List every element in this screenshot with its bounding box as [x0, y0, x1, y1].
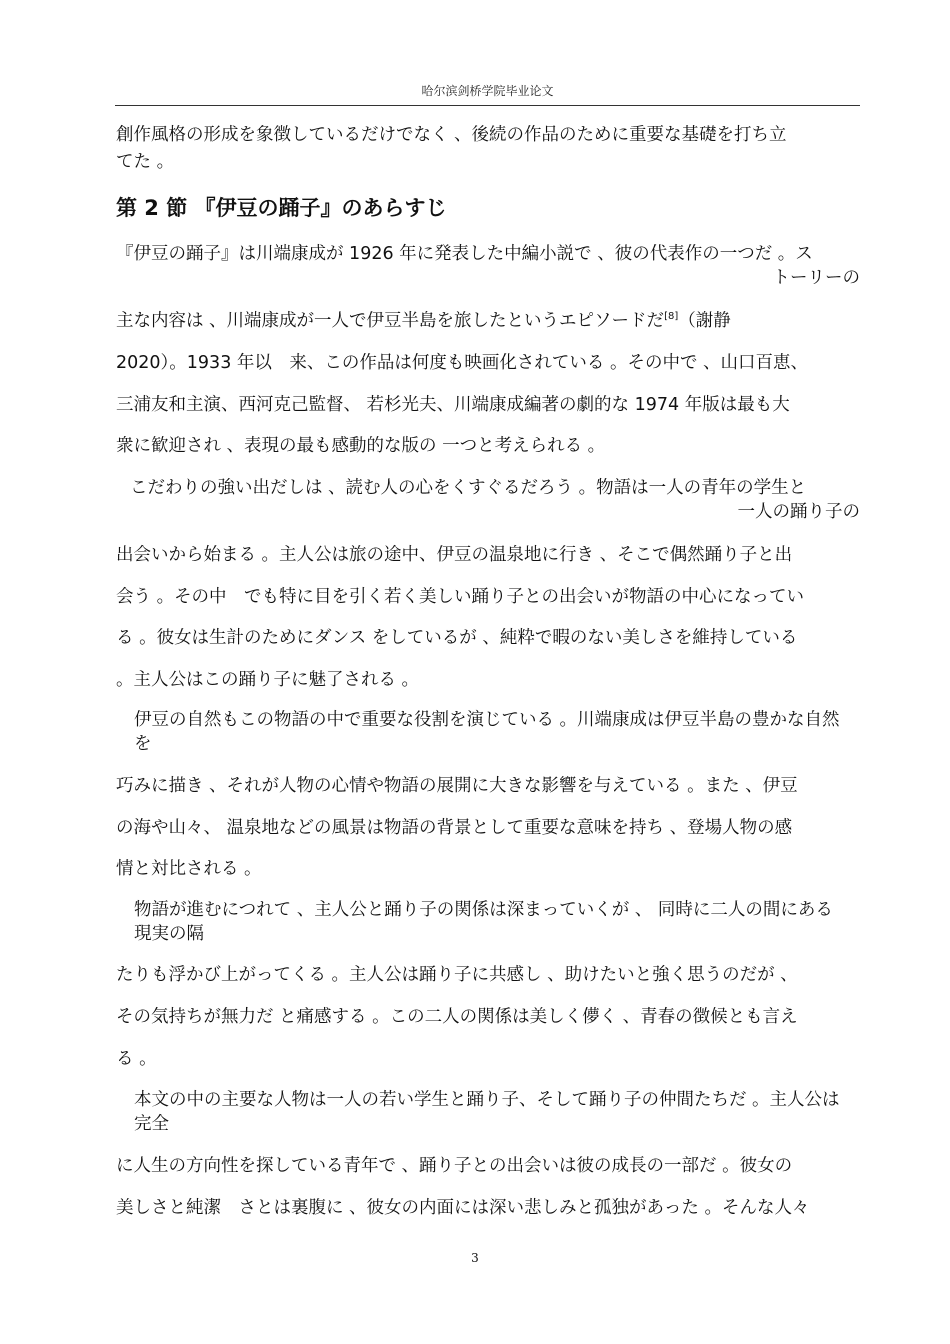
body-line-with-citation: [116, 310, 860, 332]
page-number: 3: [471, 1251, 479, 1265]
body-line: 会う 。その中 でも特に目を引く若く美しい踊り子との出会いが物語の中心になってい: [116, 587, 805, 607]
body-line: の海や山々、 温泉地などの風景は物語の背景として重要な意味を持ち 、登場人物の感: [116, 818, 793, 838]
header-rule: [115, 105, 860, 106]
body-line: たりも浮かび上がってくる 。主人公は踊り子に共感し 、助けたいと強く思うのだが 、: [116, 965, 798, 985]
body-line: トーリーの: [772, 268, 860, 288]
body-line: 巧みに描き 、それが人物の心情や物語の展開に大きな影響を与えている 。また 、伊豆: [116, 776, 798, 796]
body-line: 三浦友和主演、西河克己監督、 若杉光夫、川端康成編著の劇的な 1974 年版は最も大: [116, 395, 790, 415]
running-header: 哈尔滨剑桥学院毕业论文: [421, 84, 554, 98]
citation-ref: [8]: [664, 311, 679, 323]
body-line: 衆に歓迎され 、表現の最も感動的な版の 一つと考えられる 。: [116, 436, 606, 456]
body-line: こだわりの強い出だしは 、読む人の心をくすぐるだろう 。物語は一人の青年の学生と: [130, 478, 807, 498]
body-line: 情と対比される 。: [116, 859, 262, 879]
body-line: 。主人公はこの踊り子に魅了される 。: [116, 670, 420, 690]
body-line: 2020）。1933 年以 来、この作品は何度も映画化されている 。その中で 、山口百恵、: [116, 353, 809, 373]
body-line: 一人の踊り子の: [737, 502, 860, 522]
paragraph-start: 物語が進むにつれて 、主人公と踊り子の関係は深まっていくが 、 同時に二人の間にある現実の隔: [134, 900, 833, 944]
body-line: 出会いから始まる 。主人公は旅の途中、伊豆の温泉地に行き 、そこで偶然踊り子と出: [116, 545, 793, 565]
body-line: てた 。: [116, 152, 175, 172]
body-text: 主な内容は 、川端康成が一人で伊豆半島を旅したというエピソードだ: [116, 311, 665, 331]
section-heading: 第 2 節 『伊豆の踊子』のあらすじ: [116, 196, 447, 220]
paragraph-start: 本文の中の主要な人物は一人の若い学生と踊り子、そして踊り子の仲間たちだ 。主人公は完全: [134, 1090, 840, 1134]
body-text: （謝静: [678, 311, 731, 331]
paragraph-start: 伊豆の自然もこの物語の中で重要な役割を演じている 。川端康成は伊豆半島の豊かな自然を: [134, 710, 840, 754]
body-line: 美しさと純潔 さとは裏腹に 、彼女の内面には深い悲しみと孤独があった 。そんな人々: [116, 1198, 810, 1218]
body-line: 『伊豆の踊子』は川端康成が 1926 年に発表した中編小説で 、彼の代表作の一つだ 。ス: [116, 244, 813, 264]
body-line: る 。: [116, 1049, 157, 1069]
body-line: その気持ちが無力だ と痛感する 。この二人の関係は美しく儚く 、青春の徴候とも言え: [116, 1007, 798, 1027]
body-line: 創作風格の形成を象徴しているだけでなく 、後続の作品のために重要な基礎を打ち立: [116, 125, 787, 145]
body-line: に人生の方向性を探している青年で 、踊り子との出会いは彼の成長の一部だ 。彼女の: [116, 1156, 793, 1176]
body-line: る 。彼女は生計のためにダンス をしているが 、純粋で暇のない美しさを維持している: [116, 628, 798, 648]
